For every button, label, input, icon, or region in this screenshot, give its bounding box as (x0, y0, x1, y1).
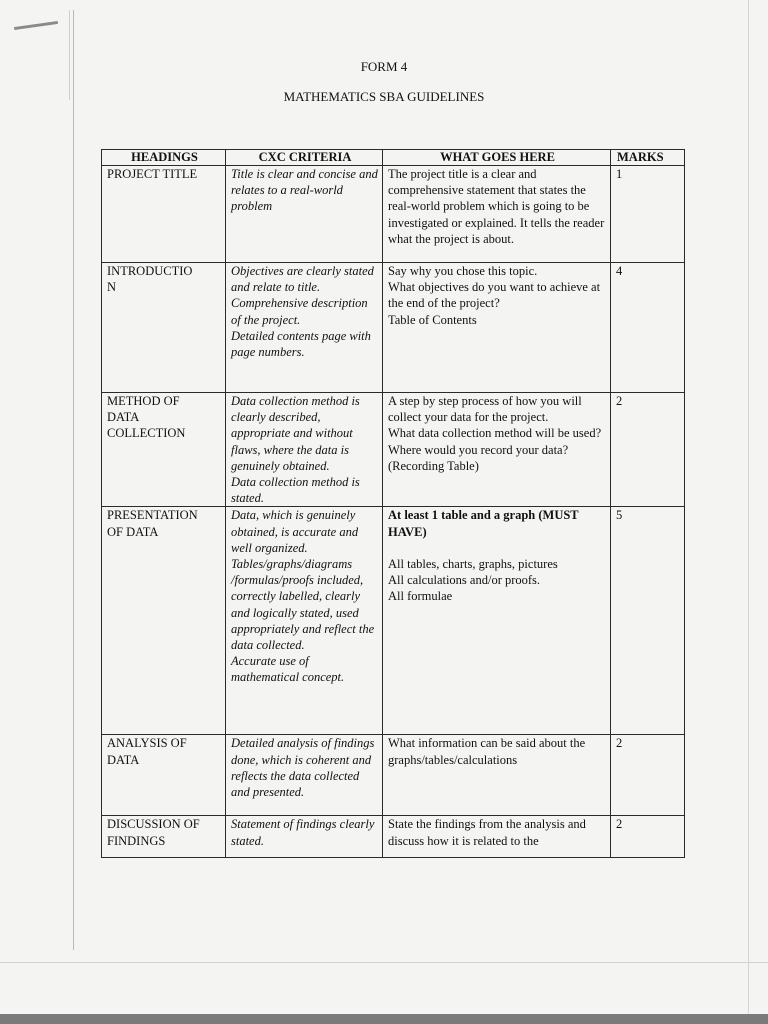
sba-guidelines-table (101, 149, 685, 858)
required-note: At least 1 table and a graph (MUST HAVE) (388, 508, 579, 539)
row-marks: 4 (611, 263, 685, 393)
row-criteria: Statement of findings clearly stated. (226, 816, 383, 858)
table-row (102, 816, 685, 858)
row-marks: 5 (611, 507, 685, 735)
row-heading: PRESENTATION OF DATA (102, 507, 226, 735)
margin-line (73, 10, 74, 950)
table-row (102, 263, 685, 393)
row-heading: METHOD OF DATA COLLECTION (102, 393, 226, 507)
row-marks: 2 (611, 816, 685, 858)
row-criteria: Objectives are clearly stated and relate to title. Comprehensive description of the project. Detailed contents page with page numbers. (226, 263, 383, 393)
row-what-goes-here (383, 507, 611, 735)
row-what-goes-here-text: All tables, charts, graphs, pictures All calculations and/or proofs. All formulae (388, 556, 558, 604)
row-heading: ANALYSIS OF DATA (102, 735, 226, 816)
scanner-border (0, 1014, 768, 1024)
row-criteria: Data, which is genuinely obtained, is accurate and well organized. Tables/graphs/diagrams /formulas/proofs included, correctly labelled, clearly and logically stated, used appropriately and reflect the data collected. Accurate use of mathematical concept. (226, 507, 383, 735)
row-marks: 2 (611, 393, 685, 507)
table-row (102, 507, 685, 735)
row-what-goes-here: The project title is a clear and comprehensive statement that states the real-world problem which is going to be investigated or explained. It tells the reader what the project is about. (383, 166, 611, 263)
staple-mark (14, 21, 58, 30)
header-cxc-criteria: CXC CRITERIA (226, 150, 383, 166)
row-marks: 1 (611, 166, 685, 263)
row-heading: PROJECT TITLE (102, 166, 226, 263)
row-heading: DISCUSSION OF FINDINGS (102, 816, 226, 858)
table-row (102, 393, 685, 507)
table-row (102, 735, 685, 816)
fold-line (0, 962, 768, 963)
row-marks: 2 (611, 735, 685, 816)
table-row (102, 166, 685, 263)
row-criteria: Detailed analysis of findings done, which is coherent and reflects the data collected and presented. (226, 735, 383, 816)
table-header-row (102, 150, 685, 166)
header-headings: HEADINGS (102, 150, 226, 166)
margin-line (69, 10, 70, 100)
row-what-goes-here: State the findings from the analysis and discuss how it is related to the (383, 816, 611, 858)
row-what-goes-here: Say why you chose this topic. What objectives do you want to achieve at the end of the project? Table of Contents (383, 263, 611, 393)
page-edge (748, 0, 749, 1014)
row-what-goes-here: What information can be said about the graphs/tables/calculations (383, 735, 611, 816)
header-marks: MARKS (611, 150, 685, 166)
row-criteria: Title is clear and concise and relates to a real-world problem (226, 166, 383, 263)
document-title: MATHEMATICS SBA GUIDELINES (283, 89, 485, 104)
row-heading: INTRODUCTIO N (102, 263, 226, 393)
header-what-goes-here: WHAT GOES HERE (383, 150, 611, 166)
form-label: FORM 4 (360, 59, 408, 74)
row-what-goes-here: A step by step process of how you will collect your data for the project. What data collection method will be used? Where would you record your data? (Recording Table) (383, 393, 611, 507)
row-criteria: Data collection method is clearly described, appropriate and without flaws, where the data is genuinely obtained. Data collection method is stated. (226, 393, 383, 507)
